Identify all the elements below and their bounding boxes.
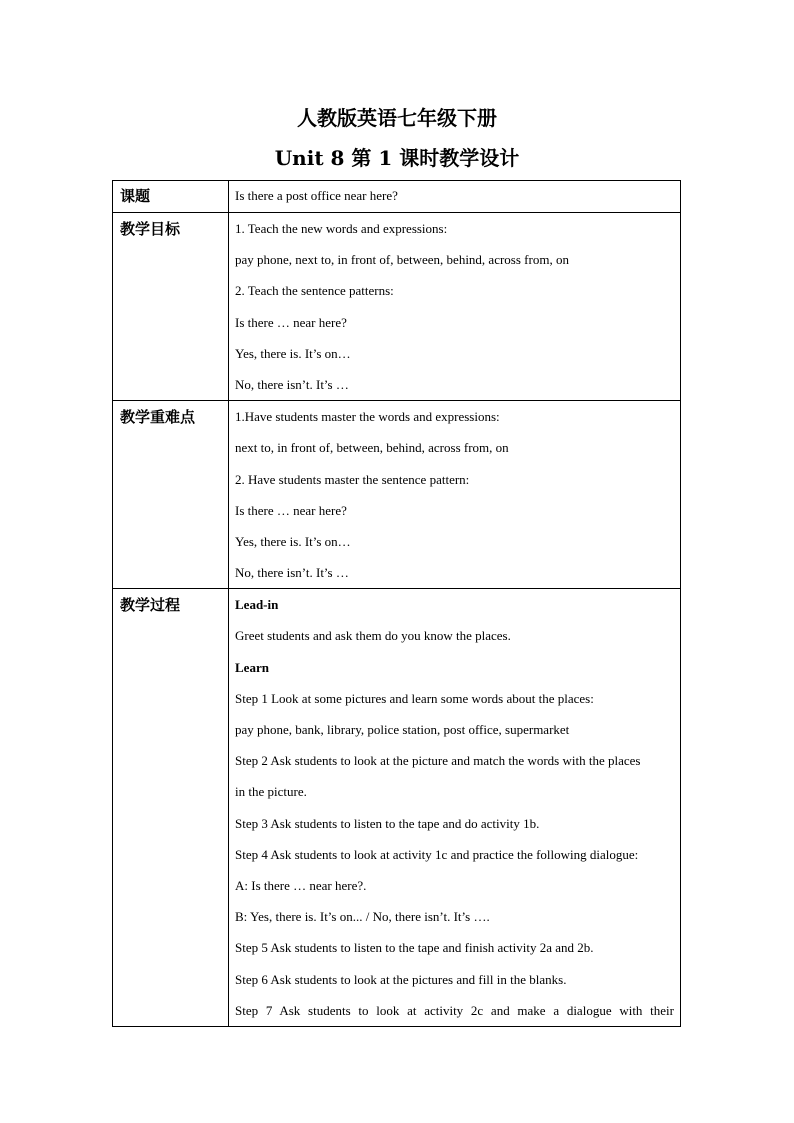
section-heading: Learn <box>235 659 269 675</box>
content-line: Step 1 Look at some pictures and learn some words about the places: <box>235 690 594 706</box>
content-line: Yes, there is. It’s on… <box>235 345 351 361</box>
content-line: Step 7 Ask students to look at activity 2c and make a dialogue with their <box>235 1002 674 1018</box>
content-line: 1.Have students master the words and expressions: <box>235 409 500 425</box>
document-subtitle: Unit 8 第 1 课时教学设计 <box>274 146 520 170</box>
content-line: Step 4 Ask students to look at activity 1c and practice the following dialogue: <box>235 846 639 862</box>
table-row-key-points <box>113 401 681 589</box>
document-title: 人教版英语七年级下册 <box>297 106 497 130</box>
content-line: A: Is there … near here?. <box>235 877 367 893</box>
content-line: pay phone, next to, in front of, between, behind, across from, on <box>235 252 569 268</box>
content-line: Step 6 Ask students to look at the pictures and fill in the blanks. <box>235 971 567 987</box>
row-label: 教学过程 <box>113 589 229 1027</box>
content-line: Is there … near here? <box>235 314 347 330</box>
content-line: in the picture. <box>235 784 307 800</box>
row-content <box>229 401 681 589</box>
content-line: Is there a post office near here? <box>235 188 398 203</box>
table-row-topic <box>113 181 681 213</box>
row-label: 教学目标 <box>113 213 229 401</box>
content-line: 1. Teach the new words and expressions: <box>235 221 448 236</box>
table-row-objectives <box>113 213 681 401</box>
content-line: Greet students and ask them do you know the places. <box>235 628 511 644</box>
lesson-plan-table <box>112 180 681 1027</box>
row-content <box>229 213 681 401</box>
row-content <box>229 181 681 213</box>
content-line: next to, in front of, between, behind, across from, on <box>235 440 509 456</box>
row-label: 课题 <box>113 181 229 213</box>
content-line: Step 2 Ask students to look at the picture and match the words with the places <box>235 753 641 769</box>
table-row-process <box>113 589 681 1027</box>
content-line: pay phone, bank, library, police station, post office, supermarket <box>235 722 570 737</box>
content-line: Yes, there is. It’s on… <box>235 533 351 549</box>
content-line: 2. Have students master the sentence pattern: <box>235 471 470 487</box>
content-line: 2. Teach the sentence patterns: <box>235 283 394 299</box>
content-line: No, there isn’t. It’s … <box>235 376 349 392</box>
content-line: Step 3 Ask students to listen to the tape and do activity 1b. <box>235 815 540 831</box>
content-line: No, there isn’t. It’s … <box>235 565 349 581</box>
content-line: Is there … near here? <box>235 502 347 518</box>
content-line: Step 5 Ask students to listen to the tape and finish activity 2a and 2b. <box>235 940 594 956</box>
row-label: 教学重难点 <box>113 401 229 589</box>
content-line: B: Yes, there is. It’s on... / No, there isn’t. It’s …. <box>235 909 490 925</box>
section-heading: Lead-in <box>235 597 279 613</box>
row-content <box>229 589 681 1027</box>
